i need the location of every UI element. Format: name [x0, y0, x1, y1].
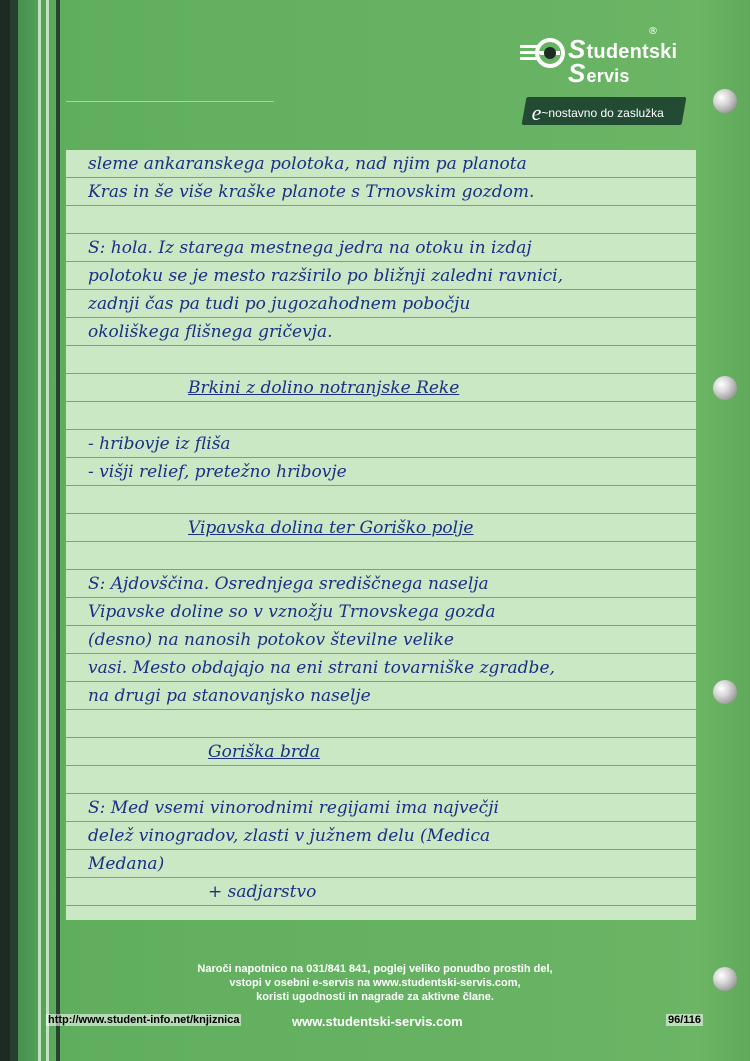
studentski-servis-logo [520, 20, 680, 88]
note-line: na drugi pa stanovanjsko naselje [88, 686, 371, 706]
note-heading: Vipavska dolina ter Goriško polje [188, 518, 474, 538]
slogan-e: e [531, 100, 542, 125]
registered-mark: ® [648, 26, 658, 37]
page-stripe [38, 0, 41, 1061]
footer-line: koristi ugodnosti in nagrade za aktivne člane. [256, 991, 494, 1003]
binder-holes [713, 0, 743, 1061]
handwritten-notes [88, 150, 688, 906]
note-line: vasi. Mesto obdajajo na eni strani tovarniške zgradbe, [88, 658, 555, 678]
note-line: sleme ankaranskega polotoka, nad njim pa planota [88, 154, 527, 174]
note-line: okoliškega flišnega gričevja. [88, 322, 333, 342]
logo-text-servis: Servis [568, 58, 630, 88]
note-line: - hribovje iz fliša [88, 434, 231, 454]
note-line: S: Med vsemi vinorodnimi regijami ima največji [88, 798, 499, 818]
footer-promo [0, 962, 750, 1004]
footer-line: Naroči napotnico na 031/841 841, poglej veliko ponudbo prostih del, [197, 963, 553, 975]
note-line: delež vinogradov, zlasti v južnem delu (Medica [88, 826, 491, 846]
note-line: - višji relief, pretežno hribovje [88, 462, 347, 482]
note-line: zadnji čas pa tudi po jugozahodnem pobočju [88, 294, 471, 314]
binder-hole-icon [713, 680, 737, 704]
logo-e-mark-icon [520, 36, 566, 70]
header-rule [66, 101, 274, 102]
binding-band [10, 0, 18, 1061]
note-line: S: hola. Iz starega mestnega jedra na otoku in izdaj [88, 238, 532, 258]
note-line: Medana) [88, 854, 165, 874]
note-line: polotoku se je mesto razširilo po bližnji zaledni ravnici, [88, 266, 563, 286]
logo-text-studentski: Studentski [568, 34, 678, 64]
note-line: (desno) na nanosih potokov številne velike [88, 630, 454, 650]
source-link[interactable]: http://www.student-info.net/knjiznica [48, 1014, 240, 1026]
footer-line: vstopi v osebni e-servis na www.studentski-servis.com, [229, 977, 521, 989]
website-link[interactable]: www.studentski-servis.com [292, 1014, 463, 1029]
note-line: Vipavske doline so v vznožju Trnovskega gozda [88, 602, 496, 622]
slogan-badge [522, 97, 687, 125]
binder-hole-icon [713, 376, 737, 400]
page-stripe [46, 0, 49, 1061]
note-line: S: Ajdovščina. Osrednjega središčnega naselja [88, 574, 489, 594]
slogan-text: ~nostavno do zaslužka [541, 106, 664, 120]
note-heading: Brkini z dolino notranjske Reke [188, 378, 460, 398]
page-stripe [56, 0, 60, 1061]
note-heading: Goriška brda [208, 742, 320, 762]
note-line: + sadjarstvo [208, 882, 317, 902]
binder-hole-icon [713, 89, 737, 113]
note-line: Kras in še više kraške planote s Trnovskim gozdom. [88, 182, 535, 202]
page-number: 96/116 [668, 1014, 702, 1026]
